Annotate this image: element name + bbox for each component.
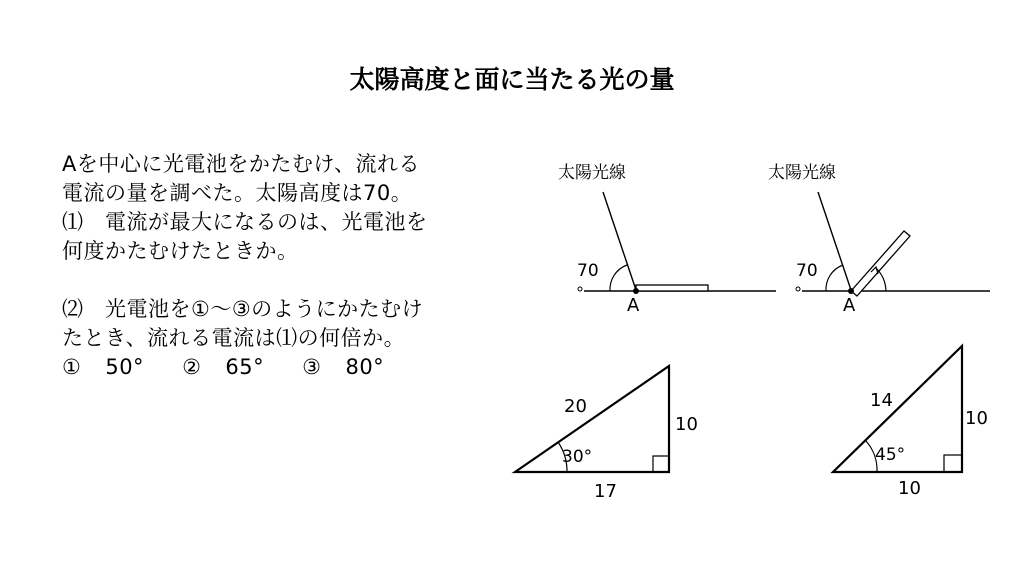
figure-tilted-panel — [768, 163, 990, 316]
question-line: 何度かたむけたときか。 — [62, 239, 299, 263]
solar-panel-tilted — [851, 231, 910, 296]
angle-label: 45° — [875, 445, 906, 465]
vertical-side-label: 10 — [675, 414, 698, 435]
figures — [500, 140, 1010, 520]
sun-ray-label: 太陽光線 — [558, 163, 626, 183]
pivot-point — [633, 288, 639, 294]
question-line: 電流の量を調べた。太陽高度は70。 — [62, 181, 413, 205]
point-label: A — [627, 295, 640, 316]
option-mark: ③ — [302, 355, 322, 379]
answer-options — [62, 353, 512, 382]
pivot-point — [848, 288, 854, 294]
angle-label: 30° — [562, 447, 593, 467]
vertical-side-label: 10 — [965, 408, 988, 429]
option-1 — [62, 353, 144, 382]
sun-ray-label: 太陽光線 — [768, 163, 836, 183]
question-line: たとき、流れる電流は⑴の何倍か。 — [62, 326, 406, 350]
hypotenuse-label: 14 — [870, 390, 893, 411]
spacer — [62, 266, 512, 295]
right-angle-mark — [653, 456, 669, 472]
base-label: 10 — [898, 478, 921, 499]
angle-label: 70 — [577, 261, 599, 281]
hypotenuse-label: 20 — [564, 396, 587, 417]
page-title: 太陽高度と面に当たる光の量 — [349, 65, 675, 94]
angle-arc — [826, 265, 843, 291]
ground-end-circle — [578, 287, 582, 291]
option-2 — [182, 353, 264, 382]
option-value: 80° — [345, 355, 385, 379]
option-value: 65° — [225, 355, 265, 379]
ground-end-circle — [796, 287, 800, 291]
option-mark: ① — [62, 355, 82, 379]
option-value: 50° — [105, 355, 145, 379]
question-line: ⑴ 電流が最大になるのは、光電池を — [62, 210, 428, 234]
angle-label: 70 — [796, 261, 818, 281]
question-line: Aを中心に光電池をかたむけ、流れる — [62, 152, 421, 176]
option-3 — [302, 353, 384, 382]
base-label: 17 — [594, 481, 617, 502]
question-text — [62, 150, 512, 382]
triangle-45 — [833, 346, 988, 499]
sun-ray-line — [603, 192, 636, 290]
angle-arc — [610, 265, 627, 291]
right-angle-mark — [944, 455, 962, 472]
question-line: ⑵ 光電池を①〜③のようにかたむけ — [62, 297, 424, 321]
triangle-30 — [515, 366, 698, 502]
solar-panel — [636, 285, 708, 291]
point-label: A — [843, 295, 856, 316]
option-mark: ② — [182, 355, 202, 379]
sun-ray-line — [818, 192, 851, 290]
figure-flat-panel — [558, 163, 776, 316]
